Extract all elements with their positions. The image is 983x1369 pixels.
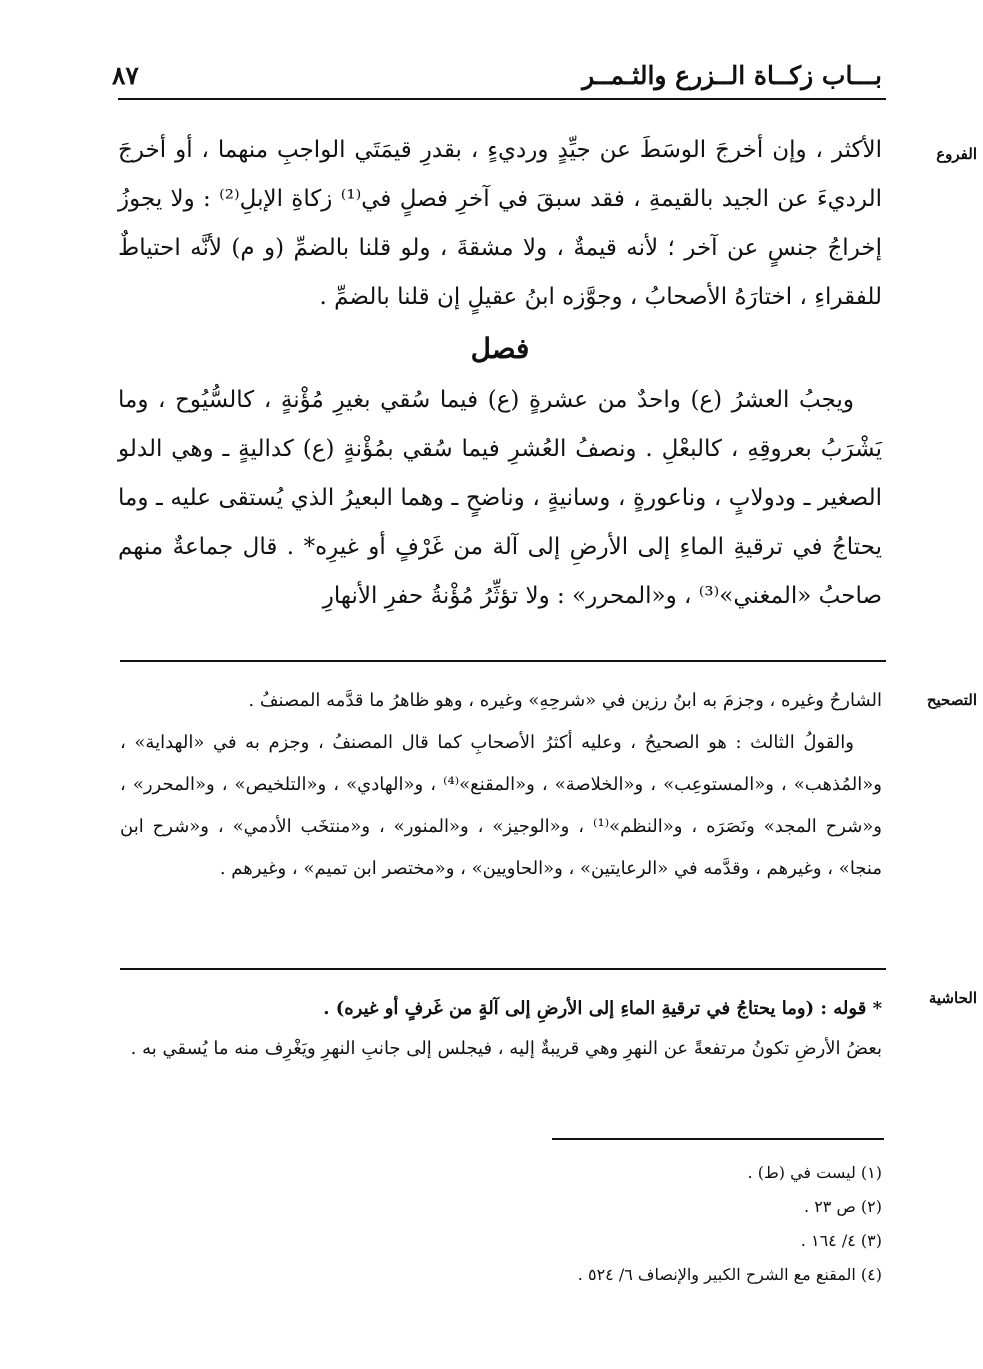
tashih-paragraph-2: والقولُ الثالث : هو الصحيحُ ، وعليه أكثرُ الأصحابِ كما قال المصنفُ ، وجزم به في «الهداية» ، و«المُذهب» ، و«المستوعِب» ، و«الخلاصة» ، و«المقنع»⁽⁴⁾ ، و«الهادي» ، و«التلخيص» ، و«المحرر» ، و«شرح المجد» ونَصَرَه ، و«النظم»⁽¹⁾ ، و«الوجيز» ، و«المنور» ، و«منتخَب الأدمي» ، و«شرح ابن منجا» ، وغيرهم ، وقدَّمه في «الرعايتين» ، و«الحاويين» ، و«مختصر ابن تميم» ، وغيرهم .	[120, 732, 882, 879]
footnote-3: (٣) ٤/ ١٦٤ .	[800, 1231, 882, 1250]
chapter-header: بـــاب زكــاة الــزرع والثـمــر	[582, 61, 882, 90]
hashiya-block	[120, 990, 882, 1068]
hashiya-quote: * قوله : (وما يحتاجُ في ترقيةِ الماءِ إلى الأرضِ إلى آلةٍ من غَرفٍ أو غيره) .	[323, 998, 882, 1019]
tashih-paragraph-1: الشارحُ وغيره ، وجزمَ به ابنُ رزين في «شرحِهِ» وغيره ، وهو ظاهرُ ما قدَّمه المصنفُ .	[248, 690, 882, 711]
hashiya-label: الحاشية	[928, 989, 977, 1007]
tashih-label: التصحيح	[926, 691, 977, 709]
footnote-1: (١) ليست في (ط) .	[747, 1163, 882, 1182]
hashiya-text: بعضُ الأرضِ تكونُ مرتفعةً عن النهرِ وهي قريبةٌ إليه ، فيجلس إلى جانبِ النهرِ ويَغْرِف منه ما يُسقي به .	[130, 1038, 882, 1059]
tashih-rule	[120, 660, 886, 662]
hashiya-rule	[120, 968, 886, 970]
main-paragraph-2: ويجبُ العشرُ (ع) واحدٌ من عشرةٍ (ع) فيما سُقي بغيرِ مُؤْنةٍ ، كالسُّيُوح ، وما يَشْرَبُ بعروقِهِ ، كالبعْلِ . ونصفُ العُشرِ فيما سُقي بمُؤْنةٍ (ع) كداليةٍ ـ وهي الدلو الصغير ـ ودولابٍ ، وناعورةٍ ، وسانيةٍ ، وناضحٍ ـ وهما البعيرُ الذي يُستقى عليه ـ وما يحتاجُ في ترقيةِ الماءِ إلى الأرضِ إلى آلة من غَرْفٍ أو غيرِه* . قال جماعةٌ منهم صاحبُ «المغني»⁽³⁾ ، و«المحرر» : ولا تؤثِّرُ مُؤْنةُ حفرِ الأنهارِ	[118, 387, 882, 609]
footnote-2: (٢) ص ٢٣ .	[804, 1197, 882, 1216]
footnote-rule	[552, 1138, 884, 1140]
main-paragraph-1: الأكثر ، وإن أخرجَ الوسَطَ عن جيِّدٍ ورديءٍ ، بقدرِ قيمَتَي الواجبِ منهما ، أو أخرجَ الرديءَ عن الجيد بالقيمةِ ، فقد سبقَ في آخرِ فصلٍ في⁽¹⁾ زكاةِ الإبلِ⁽²⁾ : ولا يجوزُ إخراجُ جنسٍ عن آخر ؛ لأنه قيمةٌ ، ولا مشقةَ ، ولو قلنا بالضمِّ (و م) لأنَّه احتياطٌ للفقراءِ ، اختارَهُ الأصحابُ ، وجوَّزه ابنُ عقيلٍ إن قلنا بالضمِّ .	[118, 137, 882, 310]
furu-label: الفروع	[936, 145, 977, 163]
footnotes	[300, 1156, 882, 1292]
tashih-block	[120, 680, 882, 890]
header-rule	[118, 98, 886, 100]
main-text-block	[118, 126, 882, 621]
page-number: ٨٧	[112, 61, 139, 90]
footnote-4: (٤) المقنع مع الشرح الكبير والإنصاف ٦/ ٥٢٤ .	[577, 1265, 882, 1284]
section-title: فصل	[470, 332, 530, 365]
